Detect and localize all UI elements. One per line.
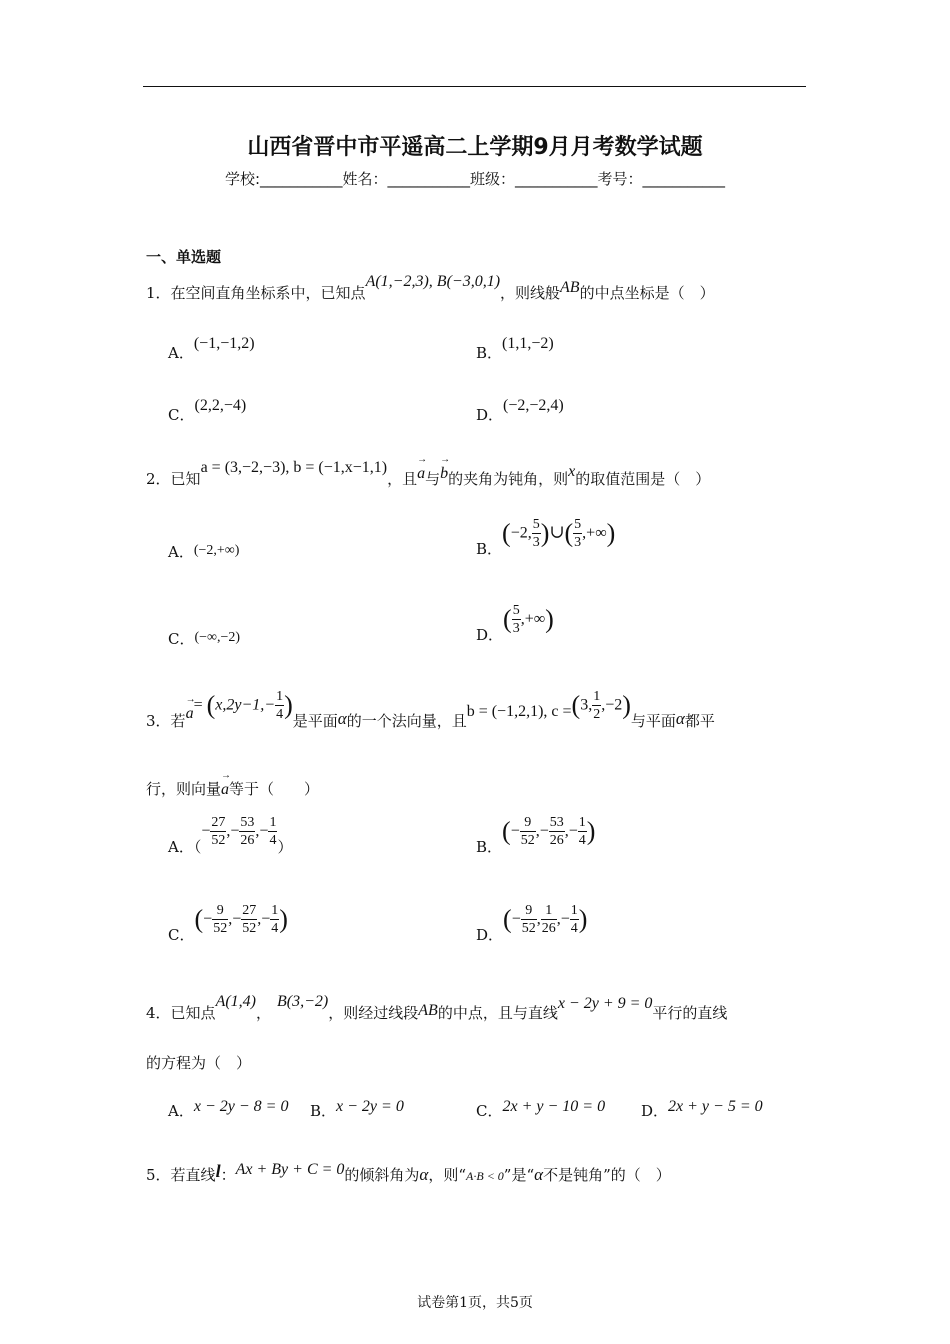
q1-option-a[interactable]: A．(−1,−1,2)	[168, 335, 255, 362]
q1-option-b[interactable]: B．(1,1,−2)	[476, 335, 554, 362]
q2-option-c[interactable]: C．(−∞,−2)	[168, 630, 241, 648]
page-footer: 试卷第1页，共5页	[417, 1295, 533, 1311]
question-3-stem: 3．若→ a= (x,2y−1,− $\frac{1}{4}$ )是平面α的一个法向量，且b = (−1,2,1), c =(3, $\frac{1}{2}$ ,−2)与平面α都平	[146, 688, 715, 723]
page-title: 山西省晋中市平遥高二上学期9月月考数学试题	[247, 135, 703, 160]
q2-option-b[interactable]: B．(−2, $\frac{5}{3}$ )∪( $\frac{5}{3}$ ,+∞)	[476, 517, 616, 558]
vector-b: → b	[440, 465, 448, 483]
question-3-stem-line2: 行，则向量→ a等于（ ）	[146, 778, 319, 799]
student-info-line: 学校:___________姓名：___________班级：___________考号：___________	[224, 170, 726, 188]
q4-option-a[interactable]: A．x − 2y − 8 = 0	[168, 1098, 289, 1120]
top-rule	[143, 86, 806, 87]
q3-option-a[interactable]: A．（− $\frac{27}{52}$ ,− $\frac{53}{26}$ ,− $\frac{1}{4}$ ）	[168, 815, 293, 856]
stem-text: 的中点坐标是（ ）	[579, 284, 715, 302]
vector-a: → a	[417, 465, 425, 483]
q4-option-c[interactable]: C．2x + y − 10 = 0	[476, 1098, 606, 1120]
question-4-stem-line2: 的方程为（ ）	[146, 1054, 252, 1072]
question-1-stem	[146, 273, 715, 303]
stem-text: ，则线般	[500, 284, 561, 302]
q2-option-a[interactable]: A．(−2,+∞)	[168, 543, 240, 561]
stem-text: 在空间直角坐标系中，已知点	[170, 284, 366, 302]
q4-option-d[interactable]: D．2x + y − 5 = 0	[641, 1098, 763, 1120]
points-math: A(1,−2,3), B(−3,0,1)	[365, 273, 501, 290]
question-5-stem: 5．若直线l：Ax + By + C = 0的倾斜角为α，则“A·B < 0”是“α不是钝角”的（ ）	[146, 1161, 671, 1184]
q1-option-d[interactable]: D．(−2,−2,4)	[476, 397, 564, 424]
q4-option-b[interactable]: B．x − 2y = 0	[310, 1098, 404, 1120]
q3-option-d[interactable]: D．(− $\frac{9}{52}$ , $\frac{1}{26}$ ,− $\frac{1}{4}$ )	[476, 903, 588, 944]
variable-x: x	[568, 463, 576, 480]
q1-option-c[interactable]: C．(2,2,−4)	[168, 397, 247, 424]
question-4-stem: 4．已知点A(1,4)，B(3,−2)，则经过线段AB的中点，且与直线x − 2y + 9 = 0平行的直线	[146, 993, 728, 1022]
section-heading: 一、单选题	[146, 248, 222, 266]
q3-option-c[interactable]: C．(− $\frac{9}{52}$ ,− $\frac{27}{52}$ ,− $\frac{1}{4}$ )	[168, 903, 288, 944]
question-2-stem: 2．已知a = (3,−2,−3), b = (−1,x−1,1)，且→ a与→ b的夹角为钝角，则x的取值范围是（ ）	[146, 468, 710, 489]
question-number: 1．	[146, 284, 171, 302]
segment-label: AB	[560, 279, 580, 296]
q2-option-d[interactable]: D．( $\frac{5}{3}$ ,+∞)	[476, 603, 554, 644]
q3-option-b[interactable]: B．(− $\frac{9}{52}$ ,− $\frac{53}{26}$ ,− $\frac{1}{4}$ )	[476, 815, 596, 856]
vectors-math: a = (3,−2,−3), b = (−1,x−1,1)	[200, 459, 388, 476]
